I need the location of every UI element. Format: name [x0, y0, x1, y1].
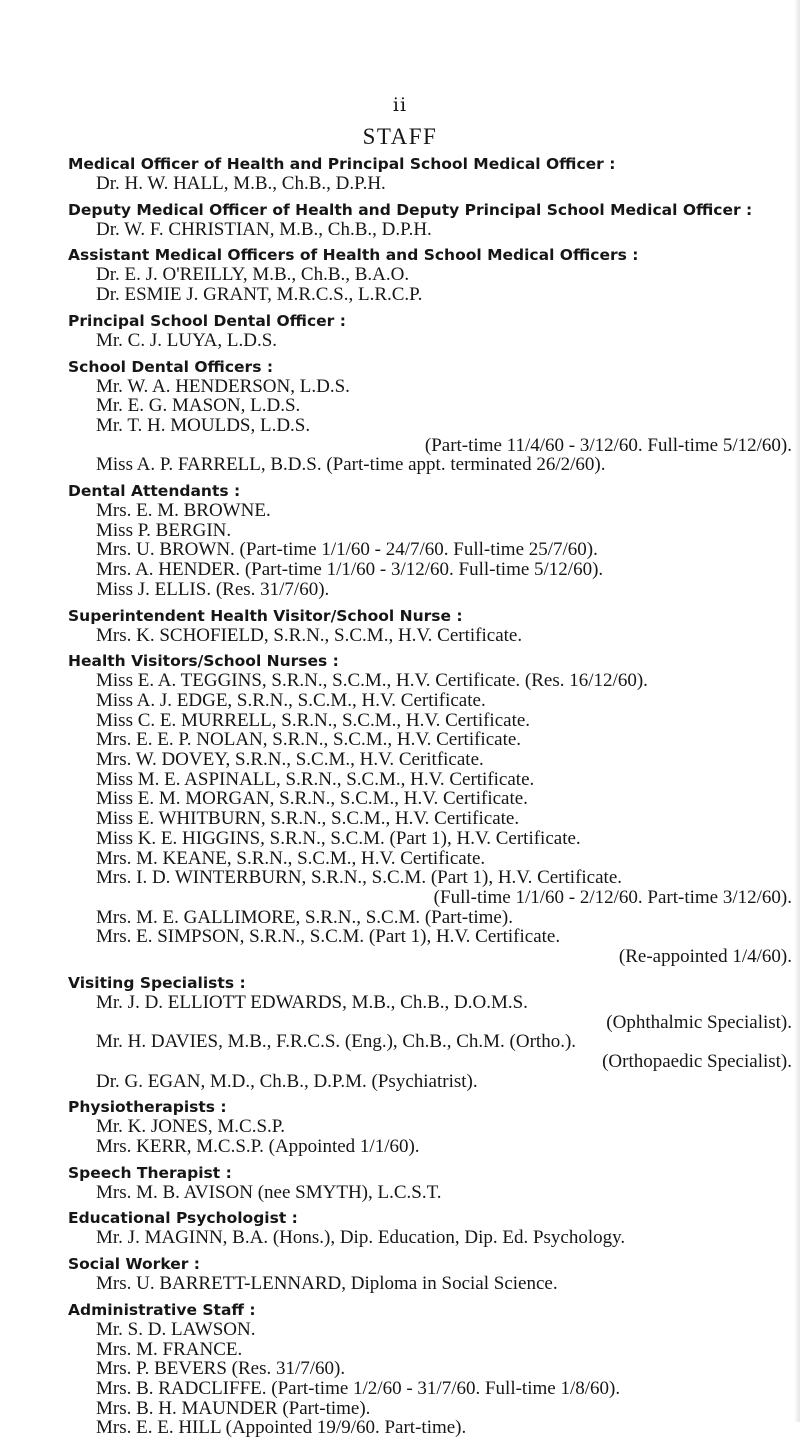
section-heading: Social Worker : — [68, 1255, 200, 1274]
staff-entry: Mr. E. G. MASON, L.D.S. — [96, 395, 301, 417]
section-heading: Physiotherapists : — [68, 1098, 227, 1117]
staff-entry-note: (Ophthalmic Specialist). — [606, 1011, 792, 1033]
staff-entry: Miss P. BERGIN. — [96, 519, 232, 541]
staff-entry: Mr. H. DAVIES, M.B., F.R.C.S. (Eng.), Ch.B., Ch.M. (Ortho.). — [96, 1031, 577, 1053]
staff-list — [0, 154, 800, 1444]
staff-entry: Mrs. E. E. P. NOLAN, S.R.N., S.C.M., H.V. Certificate. — [96, 729, 522, 751]
section-heading: Assistant Medical Officers of Health and School Medical Officers : — [68, 246, 639, 265]
staff-entry: Mrs. I. D. WINTERBURN, S.R.N., S.C.M. (Part 1), H.V. Certificate. — [96, 867, 622, 889]
staff-entry: Miss A. J. EDGE, S.R.N., S.C.M., H.V. Certificate. — [96, 689, 486, 711]
staff-section — [0, 311, 800, 351]
staff-entry: Mrs. KERR, M.C.S.P. (Appointed 1/1/60). — [96, 1136, 420, 1158]
staff-entry: Dr. H. W. HALL, M.B., Ch.B., D.P.H. — [96, 173, 386, 194]
staff-entry: Dr. G. EGAN, M.D., Ch.B., D.P.M. (Psychiatrist). — [96, 1070, 478, 1092]
staff-entry: Mrs. M. E. GALLIMORE, S.R.N., S.C.M. (Part-time). — [96, 906, 513, 928]
staff-entry: Miss E. M. MORGAN, S.R.N., S.C.M., H.V. Certificate. — [96, 788, 528, 810]
staff-entry: Mr. W. A. HENDERSON, L.D.S. — [96, 375, 350, 397]
staff-section — [0, 1208, 800, 1248]
staff-section — [0, 651, 800, 967]
section-heading: Educational Psychologist : — [68, 1209, 298, 1228]
staff-entry: Mr. J. D. ELLIOTT EDWARDS, M.B., Ch.B., D.O.M.S. — [96, 991, 528, 1013]
staff-entry: Mrs. M. KEANE, S.R.N., S.C.M., H.V. Certificate. — [96, 847, 486, 869]
staff-entry: Mrs. E. SIMPSON, S.R.N., S.C.M. (Part 1), H.V. Certificate. — [96, 926, 561, 948]
staff-entry: Mrs. E. M. BROWNE. — [96, 500, 271, 522]
section-heading: Dental Attendants : — [68, 482, 241, 501]
section-heading: Superintendent Health Visitor/School Nurse : — [68, 606, 463, 625]
section-heading: Principal School Dental Officer : — [68, 311, 346, 330]
staff-section — [0, 245, 800, 304]
staff-entry: Mr. S. D. LAWSON. — [96, 1318, 256, 1340]
section-heading: School Dental Officers : — [68, 357, 274, 376]
staff-section — [0, 1097, 800, 1156]
section-heading: Deputy Medical Officer of Health and Deputy Principal School Medical Officer : — [68, 200, 753, 219]
staff-entry: Mrs. A. HENDER. (Part-time 1/1/60 - 3/12/60. Full-time 5/12/60). — [96, 559, 604, 581]
staff-section — [0, 481, 800, 600]
page-number: ii — [392, 94, 408, 116]
section-heading: Health Visitors/School Nurses : — [68, 652, 339, 671]
staff-section — [0, 1300, 800, 1438]
staff-entry: Mrs. K. SCHOFIELD, S.R.N., S.C.M., H.V. Certificate. — [96, 624, 523, 646]
staff-section — [0, 1163, 800, 1203]
staff-entry: Mrs. E. E. HILL (Appointed 19/9/60. Part-time). — [96, 1417, 467, 1439]
staff-entry: Dr. W. F. CHRISTIAN, M.B., Ch.B., D.P.H. — [96, 218, 432, 240]
staff-entry: Miss J. ELLIS. (Res. 31/7/60). — [96, 578, 330, 600]
staff-section — [0, 357, 800, 476]
staff-entry: Miss A. P. FARRELL, B.D.S. (Part-time appt. terminated 26/2/60). — [96, 454, 606, 476]
page-edge-shadow — [794, 0, 800, 1422]
staff-entry: Dr. E. J. O'REILLY, M.B., Ch.B., B.A.O. — [96, 264, 410, 286]
staff-entry: Mr. K. JONES, M.C.S.P. — [96, 1116, 285, 1138]
section-heading: Medical Officer of Health and Principal School Medical Officer : — [68, 155, 616, 173]
staff-entry: Miss M. E. ASPINALL, S.R.N., S.C.M., H.V. Certificate. — [96, 768, 535, 790]
staff-entry: Mrs. U. BARRETT-LENNARD, Diploma in Social Science. — [96, 1273, 558, 1295]
staff-entry: Mr. J. MAGINN, B.A. (Hons.), Dip. Education, Dip. Ed. Psychology. — [96, 1227, 626, 1249]
staff-entry: Miss C. E. MURRELL, S.R.N., S.C.M., H.V. Certificate. — [96, 709, 531, 731]
staff-section — [0, 606, 800, 646]
staff-entry-note: (Re-appointed 1/4/60). — [618, 946, 792, 968]
section-heading: Speech Therapist : — [68, 1163, 232, 1182]
section-heading: Administrative Staff : — [68, 1300, 256, 1319]
section-heading: Visiting Specialists : — [68, 973, 246, 992]
staff-entry-note: (Part-time 11/4/60 - 3/12/60. Full-time 5/12/60). — [424, 434, 792, 456]
staff-entry: Mrs. M. B. AVISON (nee SMYTH), L.C.S.T. — [96, 1181, 442, 1203]
staff-entry: Dr. ESMIE J. GRANT, M.R.C.S., L.R.C.P. — [96, 284, 423, 306]
page-title: STAFF — [362, 124, 438, 149]
staff-entry: Mr. C. J. LUYA, L.D.S. — [96, 329, 278, 351]
staff-entry: Miss E. A. TEGGINS, S.R.N., S.C.M., H.V. Certificate. (Res. 16/12/60). — [96, 670, 648, 692]
staff-entry: Mr. T. H. MOULDS, L.D.S. — [96, 414, 311, 436]
staff-entry-note: (Orthopaedic Specialist). — [602, 1050, 792, 1072]
staff-entry: Mrs. M. FRANCE. — [96, 1338, 243, 1360]
staff-section — [0, 154, 800, 194]
staff-section — [0, 1254, 800, 1294]
staff-entry: Miss K. E. HIGGINS, S.R.N., S.C.M. (Part 1), H.V. Certificate. — [96, 827, 581, 849]
staff-entry: Mrs. W. DOVEY, S.R.N., S.C.M., H.V. Ceritficate. — [96, 749, 484, 771]
staff-entry: Mrs. B. H. MAUNDER (Part-time). — [96, 1397, 371, 1419]
staff-entry: Mrs. U. BROWN. (Part-time 1/1/60 - 24/7/60. Full-time 25/7/60). — [96, 539, 598, 561]
staff-section — [0, 200, 800, 240]
staff-section — [0, 973, 800, 1092]
staff-entry: Mrs. P. BEVERS (Res. 31/7/60). — [96, 1358, 346, 1380]
staff-entry: Miss E. WHITBURN, S.R.N., S.C.M., H.V. Certificate. — [96, 808, 520, 830]
staff-entry: Mrs. B. RADCLIFFE. (Part-time 1/2/60 - 31/7/60. Full-time 1/8/60). — [96, 1377, 621, 1399]
staff-entry-note: (Full-time 1/1/60 - 2/12/60. Part-time 3/12/60). — [433, 886, 792, 908]
